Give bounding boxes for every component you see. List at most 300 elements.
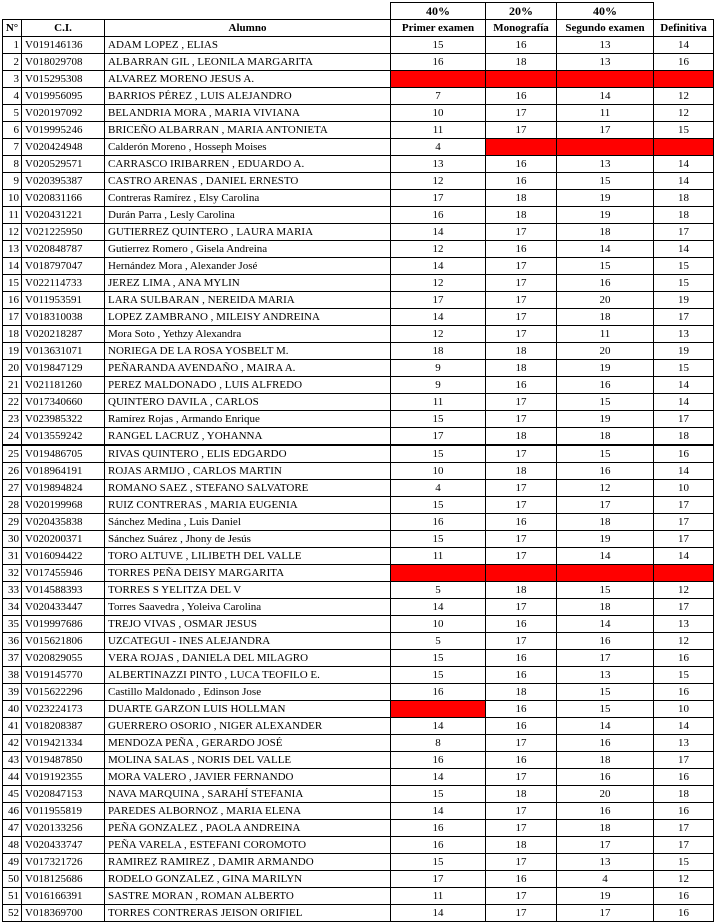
segundo-examen-cell: 15: [557, 684, 654, 701]
monografia-cell: 18: [486, 54, 557, 71]
table-row: [3, 752, 714, 769]
monografia-cell: 17: [486, 888, 557, 905]
row-number: 32: [3, 565, 22, 582]
monografia-cell: 18: [486, 786, 557, 803]
row-number: 28: [3, 497, 22, 514]
monografia-cell: 17: [486, 599, 557, 616]
cedula-cell: V020829055: [22, 650, 105, 667]
table-row: [3, 548, 714, 565]
cedula-cell: V017321726: [22, 854, 105, 871]
definitiva-cell: 17: [654, 309, 714, 326]
primer-examen-cell: 16: [391, 752, 486, 769]
table-row: [3, 582, 714, 599]
cedula-cell: V020435838: [22, 514, 105, 531]
primer-examen-cell: 16: [391, 837, 486, 854]
cedula-cell: V014588393: [22, 582, 105, 599]
cedula-cell: V020848787: [22, 241, 105, 258]
primer-examen-cell: 10: [391, 105, 486, 122]
segundo-examen-cell: 4: [557, 871, 654, 888]
student-name-cell: TORRES PEÑA DEISY MARGARITA: [105, 565, 391, 582]
student-name-cell: PEÑARANDA AVENDAÑO , MAIRA A.: [105, 360, 391, 377]
monografia-cell: 17: [486, 411, 557, 428]
student-name-cell: ALVAREZ MORENO JESUS A.: [105, 71, 391, 88]
primer-examen-cell: 17: [391, 871, 486, 888]
definitiva-cell: 19: [654, 343, 714, 360]
cedula-cell: V021225950: [22, 224, 105, 241]
primer-examen-cell: [391, 701, 486, 718]
definitiva-cell: 14: [654, 377, 714, 394]
monografia-cell: 17: [486, 480, 557, 497]
segundo-examen-cell: 19: [557, 888, 654, 905]
segundo-examen-cell: 19: [557, 411, 654, 428]
segundo-examen-cell: 15: [557, 394, 654, 411]
cedula-cell: V018029708: [22, 54, 105, 71]
table-row: [3, 718, 714, 735]
table-row: [3, 343, 714, 360]
segundo-examen-cell: 16: [557, 377, 654, 394]
primer-examen-cell: 4: [391, 139, 486, 156]
definitiva-cell: 16: [654, 905, 714, 922]
definitiva-cell: 14: [654, 156, 714, 173]
student-name-cell: Torres Saavedra , Yoleiva Carolina: [105, 599, 391, 616]
student-name-cell: JEREZ LIMA , ANA MYLIN: [105, 275, 391, 292]
table-row: [3, 888, 714, 905]
segundo-examen-cell: 14: [557, 616, 654, 633]
row-number: 20: [3, 360, 22, 377]
cedula-cell: V020529571: [22, 156, 105, 173]
definitiva-cell: 18: [654, 207, 714, 224]
table-row: [3, 531, 714, 548]
row-number: 44: [3, 769, 22, 786]
table-row: [3, 667, 714, 684]
definitiva-cell: [654, 139, 714, 156]
segundo-examen-cell: 14: [557, 718, 654, 735]
table-row: [3, 122, 714, 139]
definitiva-cell: 17: [654, 531, 714, 548]
primer-examen-cell: 15: [391, 650, 486, 667]
definitiva-cell: 16: [654, 445, 714, 463]
cedula-cell: V018125686: [22, 871, 105, 888]
primer-examen-cell: 14: [391, 905, 486, 922]
primer-examen-cell: [391, 71, 486, 88]
primer-examen-cell: 5: [391, 582, 486, 599]
row-number: 5: [3, 105, 22, 122]
table-row: [3, 599, 714, 616]
definitiva-cell: 14: [654, 241, 714, 258]
table-row: [3, 190, 714, 207]
row-number: 47: [3, 820, 22, 837]
cedula-cell: V020199968: [22, 497, 105, 514]
table-row: [3, 650, 714, 667]
monografia-cell: 16: [486, 377, 557, 394]
primer-examen-cell: 15: [391, 786, 486, 803]
student-name-cell: Ramírez Rojas , Armando Enrique: [105, 411, 391, 428]
definitiva-cell: 16: [654, 684, 714, 701]
monografia-cell: 18: [486, 343, 557, 360]
definitiva-cell: 14: [654, 718, 714, 735]
row-number: 19: [3, 343, 22, 360]
table-row: [3, 275, 714, 292]
definitiva-cell: 17: [654, 837, 714, 854]
definitiva-cell: 17: [654, 411, 714, 428]
student-name-cell: PEÑA GONZALEZ , PAOLA ANDREINA: [105, 820, 391, 837]
row-number: 37: [3, 650, 22, 667]
row-number: 9: [3, 173, 22, 190]
monografia-cell: 16: [486, 718, 557, 735]
cedula-cell: V019145770: [22, 667, 105, 684]
monografia-cell: 17: [486, 445, 557, 463]
cedula-cell: V020218287: [22, 326, 105, 343]
definitiva-cell: 13: [654, 326, 714, 343]
definitiva-cell: 14: [654, 394, 714, 411]
row-number: 39: [3, 684, 22, 701]
definitiva-cell: 16: [654, 54, 714, 71]
definitiva-cell: 15: [654, 854, 714, 871]
segundo-examen-cell: 18: [557, 428, 654, 446]
definitiva-cell: 14: [654, 463, 714, 480]
segundo-examen-cell: 15: [557, 445, 654, 463]
definitiva-cell: 17: [654, 497, 714, 514]
monografia-cell: [486, 565, 557, 582]
primer-examen-cell: 15: [391, 497, 486, 514]
table-row: [3, 480, 714, 497]
table-row: [3, 326, 714, 343]
definitiva-cell: 17: [654, 514, 714, 531]
segundo-examen-cell: 14: [557, 241, 654, 258]
student-name-cell: Hernández Mora , Alexander José: [105, 258, 391, 275]
segundo-examen-cell: 20: [557, 292, 654, 309]
segundo-examen-cell: 17: [557, 497, 654, 514]
row-number: 51: [3, 888, 22, 905]
cedula-cell: V019894824: [22, 480, 105, 497]
table-row: [3, 803, 714, 820]
primer-examen-cell: 15: [391, 667, 486, 684]
definitiva-cell: 17: [654, 599, 714, 616]
primer-examen-cell: 16: [391, 684, 486, 701]
table-row: [3, 701, 714, 718]
primer-examen-cell: 12: [391, 326, 486, 343]
definitiva-cell: 18: [654, 190, 714, 207]
student-name-cell: QUINTERO DAVILA , CARLOS: [105, 394, 391, 411]
primer-examen-cell: 16: [391, 820, 486, 837]
cedula-cell: V023985322: [22, 411, 105, 428]
row-number: 21: [3, 377, 22, 394]
table-row: [3, 616, 714, 633]
student-name-cell: BARRIOS PÉREZ , LUIS ALEJANDRO: [105, 88, 391, 105]
cedula-cell: V020133256: [22, 820, 105, 837]
cedula-cell: V011955819: [22, 803, 105, 820]
row-number: 34: [3, 599, 22, 616]
monografia-cell: 16: [486, 37, 557, 54]
student-name-cell: RIVAS QUINTERO , ELIS EDGARDO: [105, 445, 391, 463]
cedula-cell: V021181260: [22, 377, 105, 394]
segundo-examen-cell: [557, 139, 654, 156]
table-row: [3, 463, 714, 480]
row-number: 33: [3, 582, 22, 599]
primer-examen-cell: 11: [391, 548, 486, 565]
primer-examen-cell: 17: [391, 428, 486, 446]
segundo-examen-cell: 18: [557, 599, 654, 616]
primer-examen-cell: 14: [391, 599, 486, 616]
table-row: [3, 394, 714, 411]
table-row: [3, 428, 714, 446]
row-number: 1: [3, 37, 22, 54]
student-name-cell: RAMIREZ RAMIREZ , DAMIR ARMANDO: [105, 854, 391, 871]
cedula-cell: V019486705: [22, 445, 105, 463]
student-name-cell: MORA VALERO , JAVIER FERNANDO: [105, 769, 391, 786]
monografia-cell: [486, 139, 557, 156]
segundo-examen-cell: 18: [557, 752, 654, 769]
segundo-examen-cell: 17: [557, 122, 654, 139]
segundo-examen-cell: 19: [557, 531, 654, 548]
cedula-cell: V020847153: [22, 786, 105, 803]
primer-examen-cell: 15: [391, 854, 486, 871]
segundo-examen-cell: 16: [557, 275, 654, 292]
cedula-cell: V013559242: [22, 428, 105, 446]
cedula-cell: V016094422: [22, 548, 105, 565]
monografia-cell: 17: [486, 905, 557, 922]
row-number: 22: [3, 394, 22, 411]
segundo-examen-cell: 15: [557, 582, 654, 599]
definitiva-cell: 15: [654, 360, 714, 377]
segundo-examen-cell: 16: [557, 769, 654, 786]
primer-examen-cell: 11: [391, 394, 486, 411]
student-name-cell: LARA SULBARAN , NEREIDA MARIA: [105, 292, 391, 309]
segundo-examen-cell: 18: [557, 514, 654, 531]
segundo-examen-cell: 13: [557, 54, 654, 71]
definitiva-cell: 15: [654, 275, 714, 292]
student-name-cell: BELANDRIA MORA , MARIA VIVIANA: [105, 105, 391, 122]
student-name-cell: ROMANO SAEZ , STEFANO SALVATORE: [105, 480, 391, 497]
cedula-cell: V019192355: [22, 769, 105, 786]
cedula-cell: V020431221: [22, 207, 105, 224]
row-number: 11: [3, 207, 22, 224]
monografia-cell: 17: [486, 224, 557, 241]
table-row: [3, 565, 714, 582]
cedula-cell: V018369700: [22, 905, 105, 922]
student-name-cell: ALBARRAN GIL , LEONILA MARGARITA: [105, 54, 391, 71]
primer-examen-cell: 15: [391, 37, 486, 54]
row-number: 25: [3, 445, 22, 463]
segundo-examen-cell: [557, 71, 654, 88]
segundo-examen-cell: 17: [557, 650, 654, 667]
definitiva-cell: 15: [654, 258, 714, 275]
primer-examen-cell: 13: [391, 156, 486, 173]
segundo-examen-cell: 19: [557, 360, 654, 377]
primer-examen-cell: 15: [391, 411, 486, 428]
table-row: [3, 820, 714, 837]
table-row: [3, 735, 714, 752]
monografia-cell: 18: [486, 582, 557, 599]
primer-examen-cell: 17: [391, 292, 486, 309]
row-number: 18: [3, 326, 22, 343]
monografia-cell: 18: [486, 360, 557, 377]
col-header-definitiva: Definitiva: [654, 20, 714, 37]
weight-monografia: 20%: [486, 3, 557, 20]
segundo-examen-cell: 15: [557, 173, 654, 190]
table-row: [3, 633, 714, 650]
segundo-examen-cell: 14: [557, 88, 654, 105]
definitiva-cell: 16: [654, 769, 714, 786]
cedula-cell: V022114733: [22, 275, 105, 292]
student-name-cell: CASTRO ARENAS , DANIEL ERNESTO: [105, 173, 391, 190]
primer-examen-cell: 7: [391, 88, 486, 105]
definitiva-cell: 15: [654, 667, 714, 684]
primer-examen-cell: 14: [391, 803, 486, 820]
row-number: 24: [3, 428, 22, 446]
cedula-cell: V015621806: [22, 633, 105, 650]
weight-primer-examen: 40%: [391, 3, 486, 20]
primer-examen-cell: 12: [391, 275, 486, 292]
student-name-cell: DUARTE GARZON LUIS HOLLMAN: [105, 701, 391, 718]
cedula-cell: V016166391: [22, 888, 105, 905]
definitiva-cell: 16: [654, 803, 714, 820]
definitiva-cell: 10: [654, 701, 714, 718]
cedula-cell: V018964191: [22, 463, 105, 480]
cedula-cell: V019997686: [22, 616, 105, 633]
row-number: 42: [3, 735, 22, 752]
col-header-number: N°: [3, 20, 22, 37]
table-row: [3, 769, 714, 786]
student-name-cell: MENDOZA PEÑA , GERARDO JOSÉ: [105, 735, 391, 752]
row-number: 36: [3, 633, 22, 650]
monografia-cell: 16: [486, 616, 557, 633]
student-name-cell: RODELO GONZALEZ , GINA MARILYN: [105, 871, 391, 888]
monografia-cell: 18: [486, 428, 557, 446]
definitiva-cell: 10: [654, 480, 714, 497]
table-body: [3, 37, 714, 922]
primer-examen-cell: 11: [391, 888, 486, 905]
monografia-cell: 17: [486, 633, 557, 650]
monografia-cell: 17: [486, 309, 557, 326]
definitiva-cell: 14: [654, 548, 714, 565]
primer-examen-cell: 16: [391, 54, 486, 71]
col-header-ci: C.I.: [22, 20, 105, 37]
monografia-cell: [486, 71, 557, 88]
monografia-cell: 18: [486, 684, 557, 701]
student-name-cell: Durán Parra , Lesly Carolina: [105, 207, 391, 224]
cedula-cell: V020424948: [22, 139, 105, 156]
primer-examen-cell: 9: [391, 377, 486, 394]
table-row: [3, 309, 714, 326]
weight-segundo-examen: 40%: [557, 3, 654, 20]
row-number: 4: [3, 88, 22, 105]
primer-examen-cell: 15: [391, 445, 486, 463]
segundo-examen-cell: 18: [557, 224, 654, 241]
student-name-cell: BRICEÑO ALBARRAN , MARIA ANTONIETA: [105, 122, 391, 139]
table-row: [3, 360, 714, 377]
student-name-cell: UZCATEGUI - INES ALEJANDRA: [105, 633, 391, 650]
student-name-cell: TORRES S YELITZA DEL V: [105, 582, 391, 599]
table-row: [3, 139, 714, 156]
student-name-cell: GUERRERO OSORIO , NIGER ALEXANDER: [105, 718, 391, 735]
table-row: [3, 445, 714, 463]
student-name-cell: Sánchez Medina , Luis Daniel: [105, 514, 391, 531]
student-name-cell: Mora Soto , Yethzy Alexandra: [105, 326, 391, 343]
cedula-cell: V019146136: [22, 37, 105, 54]
segundo-examen-cell: 11: [557, 326, 654, 343]
monografia-cell: 17: [486, 820, 557, 837]
table-row: [3, 258, 714, 275]
segundo-examen-cell: 18: [557, 820, 654, 837]
definitiva-cell: 19: [654, 292, 714, 309]
row-number: 35: [3, 616, 22, 633]
monografia-cell: 16: [486, 752, 557, 769]
col-header-alumno: Alumno: [105, 20, 391, 37]
definitiva-cell: [654, 565, 714, 582]
segundo-examen-cell: 12: [557, 480, 654, 497]
definitiva-cell: 12: [654, 871, 714, 888]
table-row: [3, 88, 714, 105]
primer-examen-cell: 12: [391, 173, 486, 190]
monografia-cell: 18: [486, 837, 557, 854]
monografia-cell: 16: [486, 871, 557, 888]
monografia-cell: 16: [486, 650, 557, 667]
monografia-cell: 17: [486, 548, 557, 565]
table-row: [3, 871, 714, 888]
definitiva-cell: 12: [654, 105, 714, 122]
student-name-cell: CARRASCO IRIBARREN , EDUARDO A.: [105, 156, 391, 173]
cedula-cell: V017340660: [22, 394, 105, 411]
monografia-cell: 17: [486, 258, 557, 275]
primer-examen-cell: 14: [391, 769, 486, 786]
cedula-cell: V018208387: [22, 718, 105, 735]
monografia-cell: 17: [486, 854, 557, 871]
row-number: 12: [3, 224, 22, 241]
segundo-examen-cell: 13: [557, 156, 654, 173]
student-name-cell: PAREDES ALBORNOZ , MARIA ELENA: [105, 803, 391, 820]
cedula-cell: V023224173: [22, 701, 105, 718]
definitiva-cell: 14: [654, 173, 714, 190]
monografia-cell: 17: [486, 531, 557, 548]
student-name-cell: SASTRE MORAN , ROMAN ALBERTO: [105, 888, 391, 905]
monografia-cell: 17: [486, 394, 557, 411]
table-row: [3, 497, 714, 514]
cedula-cell: V015295308: [22, 71, 105, 88]
row-number: 23: [3, 411, 22, 428]
table-row: [3, 292, 714, 309]
segundo-examen-cell: 20: [557, 343, 654, 360]
primer-examen-cell: 15: [391, 531, 486, 548]
primer-examen-cell: 10: [391, 616, 486, 633]
table-row: [3, 837, 714, 854]
row-number: 52: [3, 905, 22, 922]
student-name-cell: VERA ROJAS , DANIELA DEL MILAGRO: [105, 650, 391, 667]
student-name-cell: ALBERTINAZZI PINTO , LUCA TEOFILO E.: [105, 667, 391, 684]
cedula-cell: V018797047: [22, 258, 105, 275]
definitiva-cell: 13: [654, 616, 714, 633]
definitiva-cell: 18: [654, 786, 714, 803]
segundo-examen-cell: 20: [557, 786, 654, 803]
student-name-cell: PEREZ MALDONADO , LUIS ALFREDO: [105, 377, 391, 394]
monografia-cell: 16: [486, 88, 557, 105]
student-name-cell: TREJO VIVAS , OSMAR JESUS: [105, 616, 391, 633]
col-header-monografia: Monografía: [486, 20, 557, 37]
primer-examen-cell: 14: [391, 224, 486, 241]
primer-examen-cell: [391, 565, 486, 582]
table-row: [3, 411, 714, 428]
cedula-cell: V019847129: [22, 360, 105, 377]
table-row: [3, 71, 714, 88]
student-name-cell: Gutierrez Romero , Gisela Andreina: [105, 241, 391, 258]
definitiva-cell: 12: [654, 88, 714, 105]
segundo-examen-cell: 19: [557, 190, 654, 207]
segundo-examen-cell: 16: [557, 803, 654, 820]
header-row: [3, 20, 714, 37]
monografia-cell: 16: [486, 514, 557, 531]
segundo-examen-cell: 19: [557, 207, 654, 224]
table-row: [3, 37, 714, 54]
